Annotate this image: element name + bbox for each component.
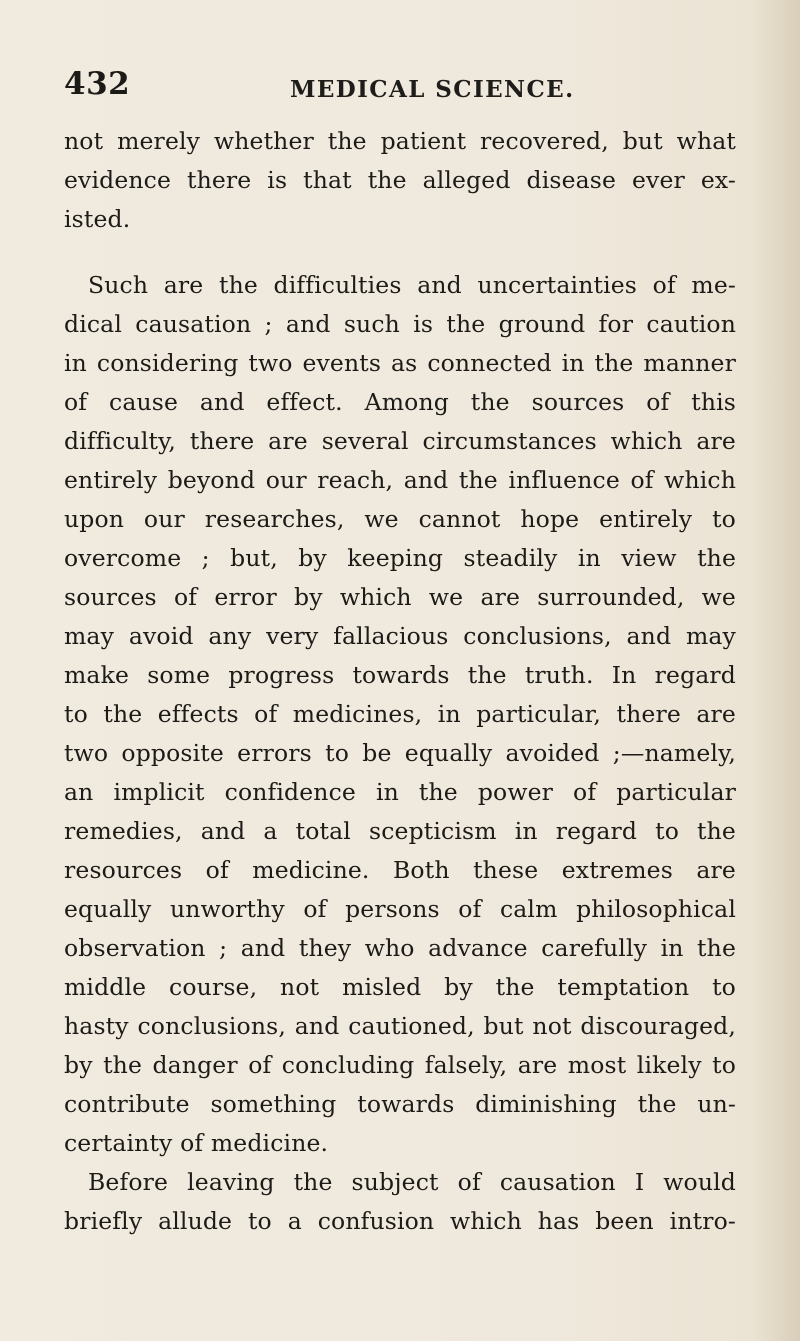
page-number: 432: [64, 66, 131, 102]
paragraph-2: [64, 266, 736, 1163]
text-line: by the danger of concluding falsely, are most likely to: [64, 1051, 736, 1079]
text-line: remedies, and a total scepticism in regard to the: [64, 817, 736, 845]
text-line: Such are the difficulties and uncertainties of me-: [88, 271, 736, 299]
text-line: hasty conclusions, and cautioned, but not discouraged,: [64, 1012, 736, 1040]
paragraph-3: [64, 1163, 736, 1241]
text-line: dical causation ; and such is the ground for caution: [64, 310, 736, 338]
text-line: may avoid any very fallacious conclusions, and may: [64, 622, 736, 650]
text-line: certainty of medicine.: [64, 1129, 329, 1157]
text-line: of cause and effect. Among the sources of this: [64, 388, 736, 416]
running-title: MEDICAL SCIENCE.: [290, 76, 575, 103]
page-header: [64, 66, 736, 110]
text-line: sources of error by which we are surrounded, we: [64, 583, 736, 611]
text-line: make some progress towards the truth. In regard: [64, 661, 736, 689]
text-line: overcome ; but, by keeping steadily in view the: [64, 544, 736, 572]
text-line: entirely beyond our reach, and the influence of which: [64, 466, 736, 494]
text-line: Before leaving the subject of causation I would: [88, 1168, 736, 1196]
text-line: to the effects of medicines, in particular, there are: [64, 700, 736, 728]
text-line: an implicit confidence in the power of particular: [64, 778, 736, 806]
text-line: middle course, not misled by the temptation to: [64, 973, 736, 1001]
text-line: resources of medicine. Both these extremes are: [64, 856, 736, 884]
paragraph-1: [64, 122, 736, 239]
body-text: [64, 122, 736, 1241]
text-line: difficulty, there are several circumstances which are: [64, 427, 736, 455]
text-line: two opposite errors to be equally avoided ;—namely,: [64, 739, 736, 767]
text-line: upon our researches, we cannot hope entirely to: [64, 505, 736, 533]
text-line: observation ; and they who advance carefully in the: [64, 934, 736, 962]
text-line: evidence there is that the alleged disease ever ex-: [64, 166, 736, 194]
text-line: equally unworthy of persons of calm philosophical: [64, 895, 736, 923]
text-line: isted.: [64, 205, 131, 233]
text-line: briefly allude to a confusion which has been intro-: [64, 1207, 736, 1235]
paragraph-spacer: [64, 239, 736, 266]
text-line: in considering two events as connected in the manner: [64, 349, 736, 377]
text-line: contribute something towards diminishing the un-: [64, 1090, 736, 1118]
text-line: not merely whether the patient recovered, but what: [64, 127, 736, 155]
